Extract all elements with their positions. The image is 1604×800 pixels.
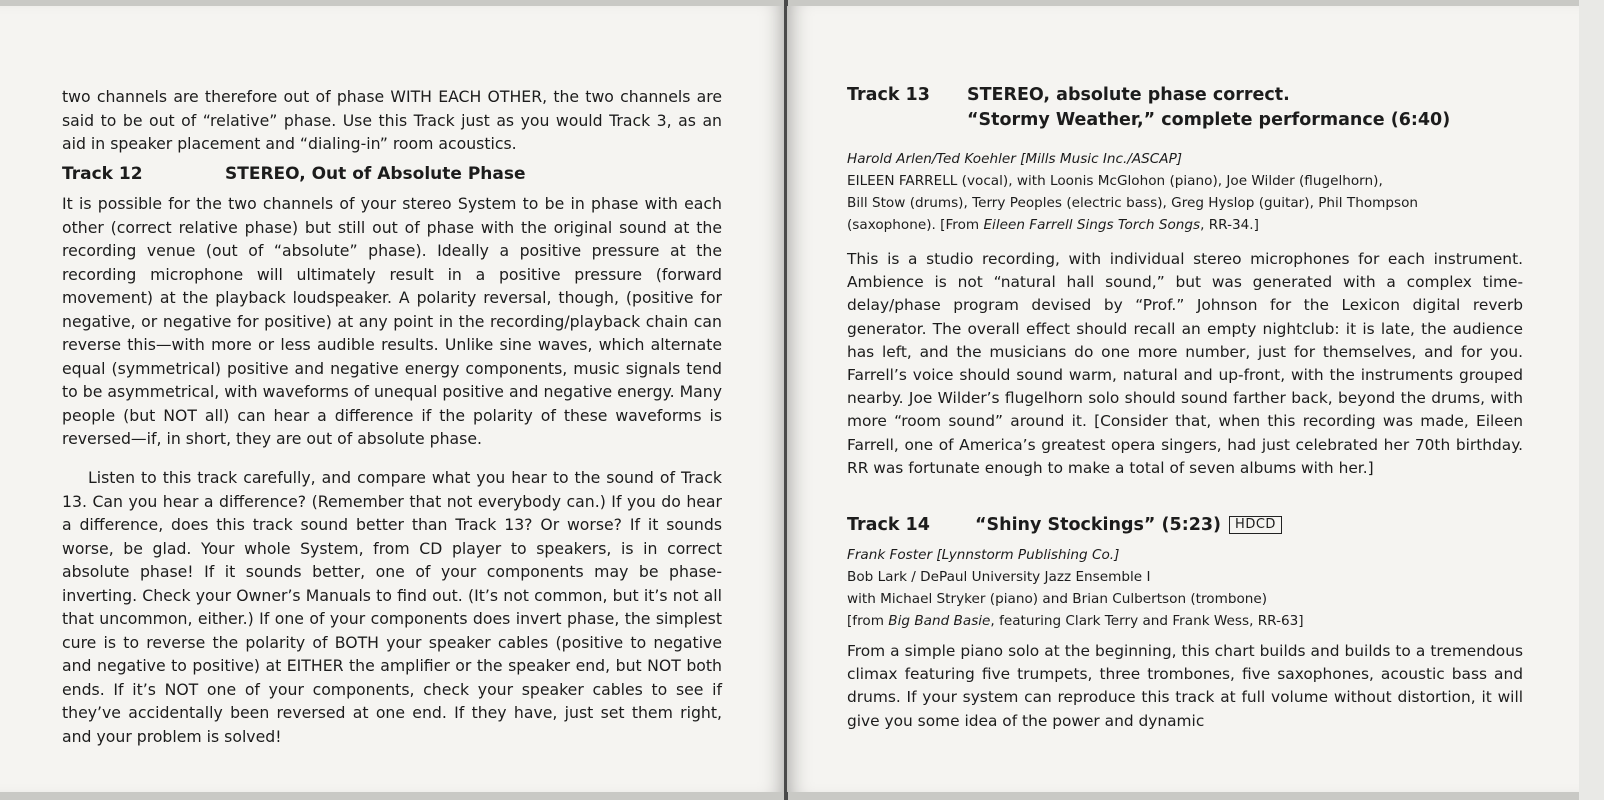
track-14-title: “Shiny Stockings” (5:23) [975,515,1222,535]
intro-paragraph: two channels are therefore out of phase WITH EACH OTHER, the two channels are said to be out of “relative” phase. Use this Track just as you would Track 3, as an aid in speaker placement and “dialing-in” room acoustics. [62,87,722,153]
track-14-source-suffix: , featuring Clark Terry and Frank Wess, RR-63] [990,613,1304,629]
track-14-heading [847,512,1547,540]
scan-margin [1579,0,1604,800]
track-13-title-line-2: “Stormy Weather,” complete performance (6:40) [967,110,1451,130]
track-12-heading [62,163,526,185]
track-14-source-prefix: [from [847,613,889,629]
track-13-album-title: Eileen Farrell Sings Torch Songs [983,217,1201,233]
right-page [787,6,1579,792]
track-13-composer: Harold Arlen/Ted Koehler [Mills Music Inc./ASCAP] [847,151,1183,167]
track-12-paragraph-1: It is possible for the two channels of your stereo System to be in phase with each other (correct relative phase) but still out of phase with the original sound at the recording venue (out of “absolute” phase). Ideally a positive pressure at the recording microphone will ultimately result in a positive pressure (forward movement) at the playback loudspeaker. A polarity reversal, though, (positive for negative, or negative for positive) at any point in the recording/playback chain can reverse this—with more or less audible results. Unlike sine waves, which alternate equal (symmetrical) positive and negative energy components, music signals tend to be asymmetrical, with waveforms of unequal positive and negative energy. Many people (but NOT all) can hear a difference if the polarity of these waveforms is reversed—if, in short, they are out of absolute phase. [62,194,722,448]
track-13-credits [847,148,1487,236]
track-14-performers-line-3 [847,610,1487,632]
track-13-number: Track 13 [847,85,930,105]
track-13-source-prefix: (saxophone). [From [847,217,984,233]
track-14-number: Track 14 [847,515,930,535]
track-14-performers-line-1: Bob Lark / DePaul University Jazz Ensemble I [847,569,1151,585]
track-13-description: This is a studio recording, with individual stereo microphones for each instrument. Ambience is not “natural hall sound,” but was generated with a complex time-delay/phase program devised by “Prof.” Johnson for the Lexicon digital reverb generator. The overall effect should recall an empty nightclub: it is late, the audience has left, and the musicians do one more number, just for themselves, and for you. Farrell’s voice should sound warm, natural and up-front, with the instruments grouped nearby. Joe Wilder’s flugelhorn solo should sound farther back, beyond the drums, with more “room sound” around it. [Consider that, when this recording was made, Eileen Farrell, one of America’s greatest opera singers, had just celebrated her 70th birthday. RR was fortunate enough to make a total of seven albums with her.] [847,250,1523,477]
track-12-title: STEREO, Out of Absolute Phase [225,164,526,184]
track-14-description: From a simple piano solo at the beginning, this chart builds and builds to a tremendous climax featuring five trumpets, three trombones, five saxophones, acoustic bass and drums. If your system can reproduce this track at full volume without distortion, it will give you some idea of the power and dynamic [847,642,1523,730]
track-13-performers-line-2: Bill Stow (drums), Terry Peoples (electric bass), Greg Hyslop (guitar), Phil Thompson [847,195,1419,211]
track-12-paragraph-2: Listen to this track carefully, and compare what you hear to the sound of Track 13. Can you hear a difference? (Remember that not everybody can.) If you do hear a difference, does this track sound better than Track 13? Or worse? If it sounds worse, be glad. Your whole System, from CD player to speakers, is in correct absolute phase! If it sounds better, one of your components may be phase-inverting. Check your Owner’s Manuals to find out. (It’s not common, but it’s not all that uncommon, either.) If one of your components does invert phase, the simplest cure is to reverse the polarity of BOTH your speaker cables (positive to negative and negative to positive) at EITHER the amplifier or the speaker end, but NOT both ends. If it’s NOT one of your components, check your speaker cables to see if they’ve accidentally been reversed at one end. If they have, just set them right, and your problem is solved! [62,468,722,746]
track-13-performers-line-3 [847,214,1487,236]
track-14-credits [847,544,1487,632]
hdcd-logo: HDCD [1229,516,1282,534]
track-14-title-group [975,512,1282,538]
track-14-performers-line-2: with Michael Stryker (piano) and Brian Culbertson (trombone) [847,591,1268,607]
track-13-source-suffix: , RR-34.] [1200,217,1259,233]
track-14-album-title: Big Band Basie [888,613,991,629]
left-page [0,6,785,792]
track-13-title-line-1: STEREO, absolute phase correct. [967,85,1290,105]
track-12-number: Track 12 [62,164,143,184]
track-13-heading [847,82,1547,134]
track-13-performers-line-1: EILEEN FARRELL (vocal), with Loonis McGlohon (piano), Joe Wilder (flugelhorn), [847,173,1383,189]
track-14-composer: Frank Foster [Lynnstorm Publishing Co.] [847,547,1120,563]
